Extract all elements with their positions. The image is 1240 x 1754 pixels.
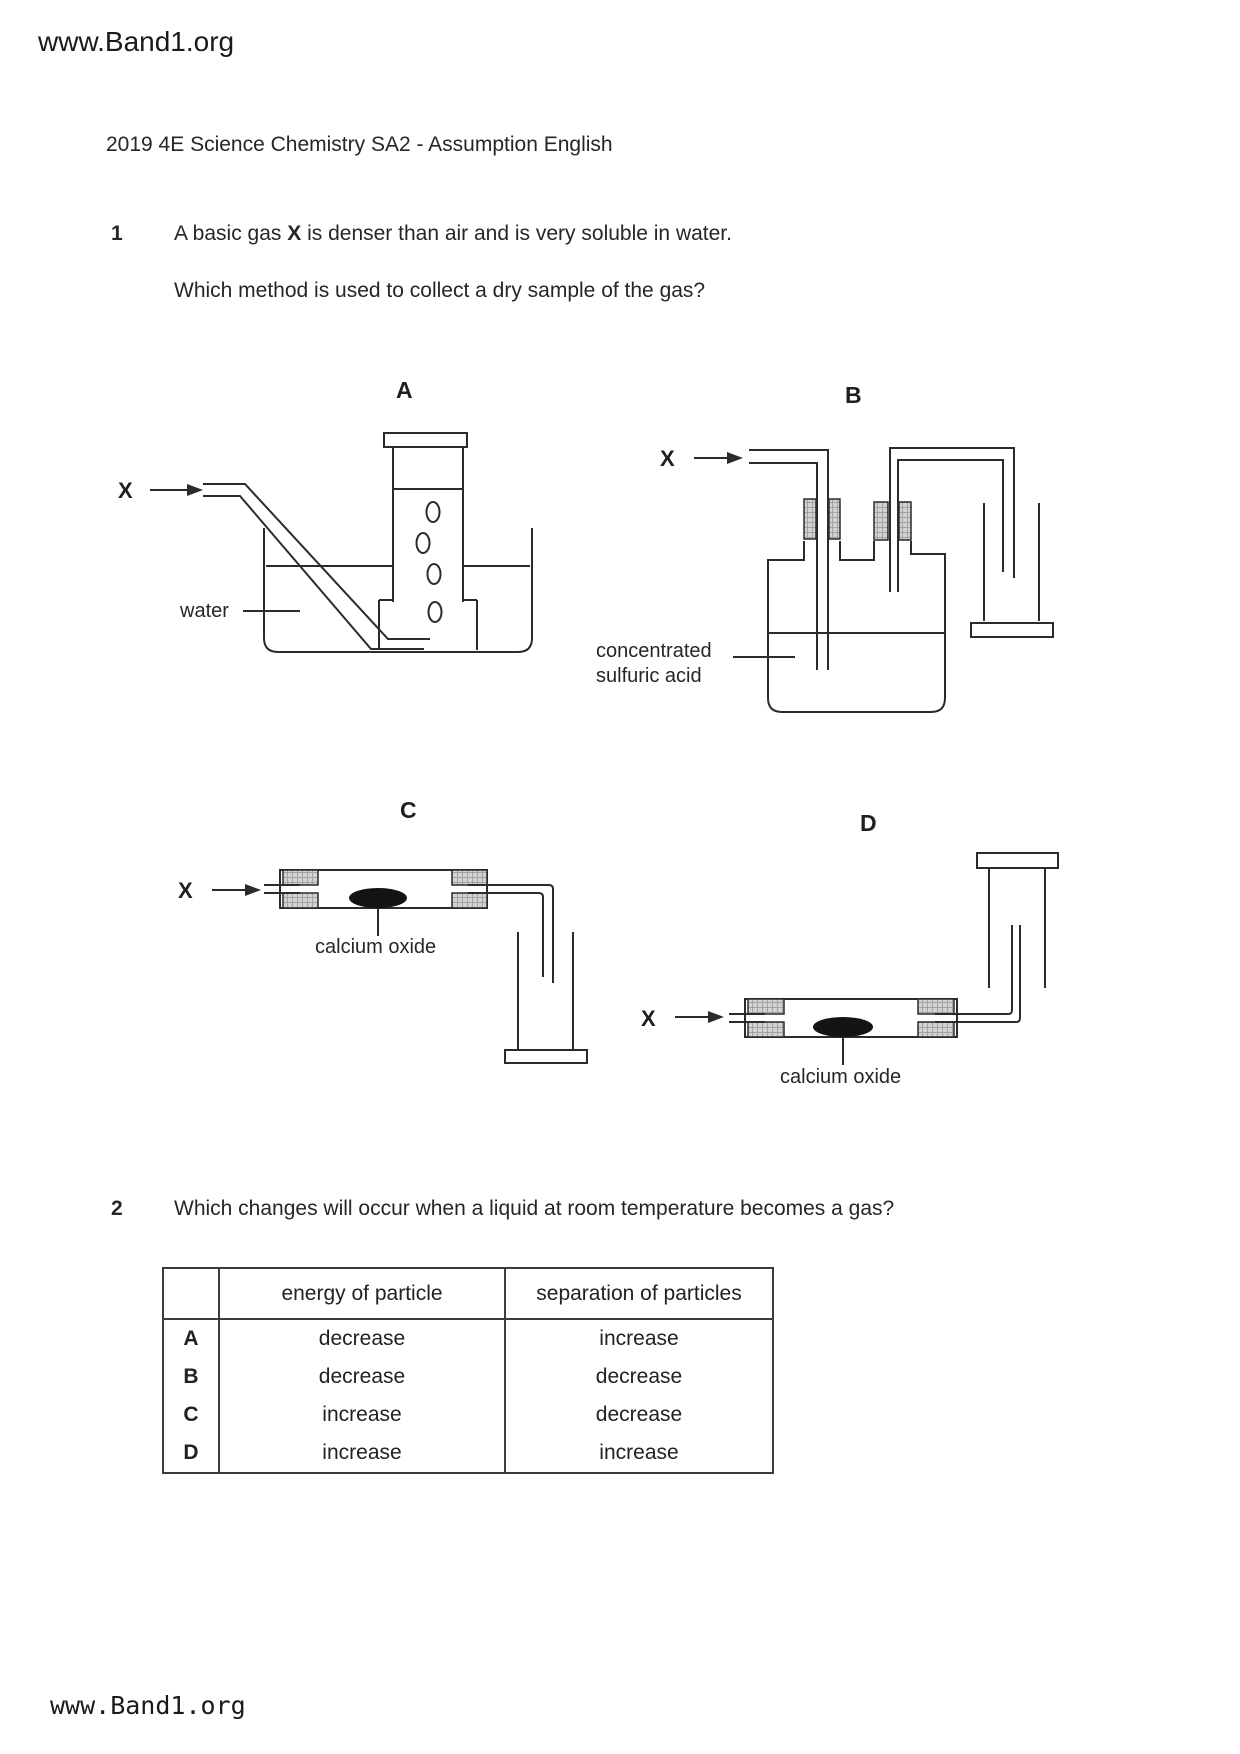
separation-value-b: decrease <box>505 1358 773 1396</box>
diagram-option-c <box>178 797 587 1063</box>
table-row-d <box>163 1434 773 1473</box>
separation-value-d: increase <box>505 1434 773 1473</box>
option-letter-b: B <box>163 1358 219 1396</box>
gas-jar-a <box>384 433 467 602</box>
water-label: water <box>180 600 229 622</box>
gas-flow-arrow-b <box>694 452 743 464</box>
option-letter-d: D <box>163 1434 219 1473</box>
col-header-energy: energy of particle <box>219 1268 505 1319</box>
table-row-b <box>163 1358 773 1396</box>
gas-bubbles <box>417 502 442 622</box>
calcium-oxide-solid-d <box>813 1017 873 1037</box>
option-letter-c: C <box>163 1396 219 1434</box>
gas-x-label-c: X <box>178 878 193 903</box>
separation-value-c: decrease <box>505 1396 773 1434</box>
inverted-gas-jar-d <box>977 853 1058 988</box>
gas-flow-arrow-a <box>150 484 203 496</box>
separation-value-a: increase <box>505 1319 773 1358</box>
diagram-option-a <box>118 377 532 652</box>
question-2-number: 2 <box>111 1197 123 1220</box>
acid-label-line2: sulfuric acid <box>596 665 702 687</box>
collection-jar-c-base <box>505 1050 587 1063</box>
question-1-prompt: Which method is used to collect a dry sample of the gas? <box>174 279 706 302</box>
table-corner-cell <box>163 1268 219 1319</box>
water-trough <box>264 528 532 652</box>
inverted-jar-lid <box>977 853 1058 868</box>
table-header-row <box>163 1268 773 1319</box>
question-2-text: Which changes will occur when a liquid at room temperature becomes a gas? <box>174 1197 895 1220</box>
question-1-gas-symbol: X <box>287 222 302 245</box>
header-watermark-url: www.Band1.org <box>38 26 235 57</box>
option-b-label: B <box>845 382 862 408</box>
gas-x-label-d: X <box>641 1006 656 1031</box>
rubber-stoppers-b <box>804 499 911 540</box>
energy-value-b: decrease <box>219 1358 505 1396</box>
energy-value-a: decrease <box>219 1319 505 1358</box>
question-1-text-pre: A basic gas <box>174 222 288 245</box>
gas-flow-arrow-d <box>675 1011 724 1023</box>
document-title: 2019 4E Science Chemistry SA2 - Assumption English <box>106 133 613 156</box>
energy-value-c: increase <box>219 1396 505 1434</box>
gas-flow-arrow-c <box>212 884 261 896</box>
wash-bottle <box>768 541 945 712</box>
gas-jar-a-lid <box>384 433 467 447</box>
table-row-c <box>163 1396 773 1434</box>
col-header-separation: separation of particles <box>505 1268 773 1319</box>
option-d-label: D <box>860 810 877 836</box>
energy-value-d: increase <box>219 1434 505 1473</box>
calcium-oxide-label-c: calcium oxide <box>315 936 437 958</box>
diagram-option-b <box>596 382 1053 712</box>
collection-jar-b <box>971 503 1053 637</box>
gas-x-label-b: X <box>660 446 675 471</box>
footer-watermark-url: www.Band1.org <box>50 1691 246 1720</box>
calcium-oxide-label-d: calcium oxide <box>780 1066 902 1088</box>
option-c-label: C <box>400 797 417 823</box>
question-2-answer-table <box>162 1267 774 1474</box>
beehive-shelf <box>379 600 477 650</box>
option-letter-a: A <box>163 1319 219 1358</box>
gas-x-label-a: X <box>118 478 133 503</box>
question-1-text-post: is denser than air and is very soluble in water. <box>301 222 732 245</box>
collection-jar-c <box>505 932 587 1063</box>
acid-label-line1: concentrated <box>596 640 712 662</box>
option-a-label: A <box>396 377 413 403</box>
diagram-option-d <box>641 810 1058 1088</box>
question-1-number: 1 <box>111 222 123 245</box>
calcium-oxide-solid-c <box>349 888 407 908</box>
collection-jar-b-base <box>971 623 1053 637</box>
table-row-a <box>163 1319 773 1358</box>
